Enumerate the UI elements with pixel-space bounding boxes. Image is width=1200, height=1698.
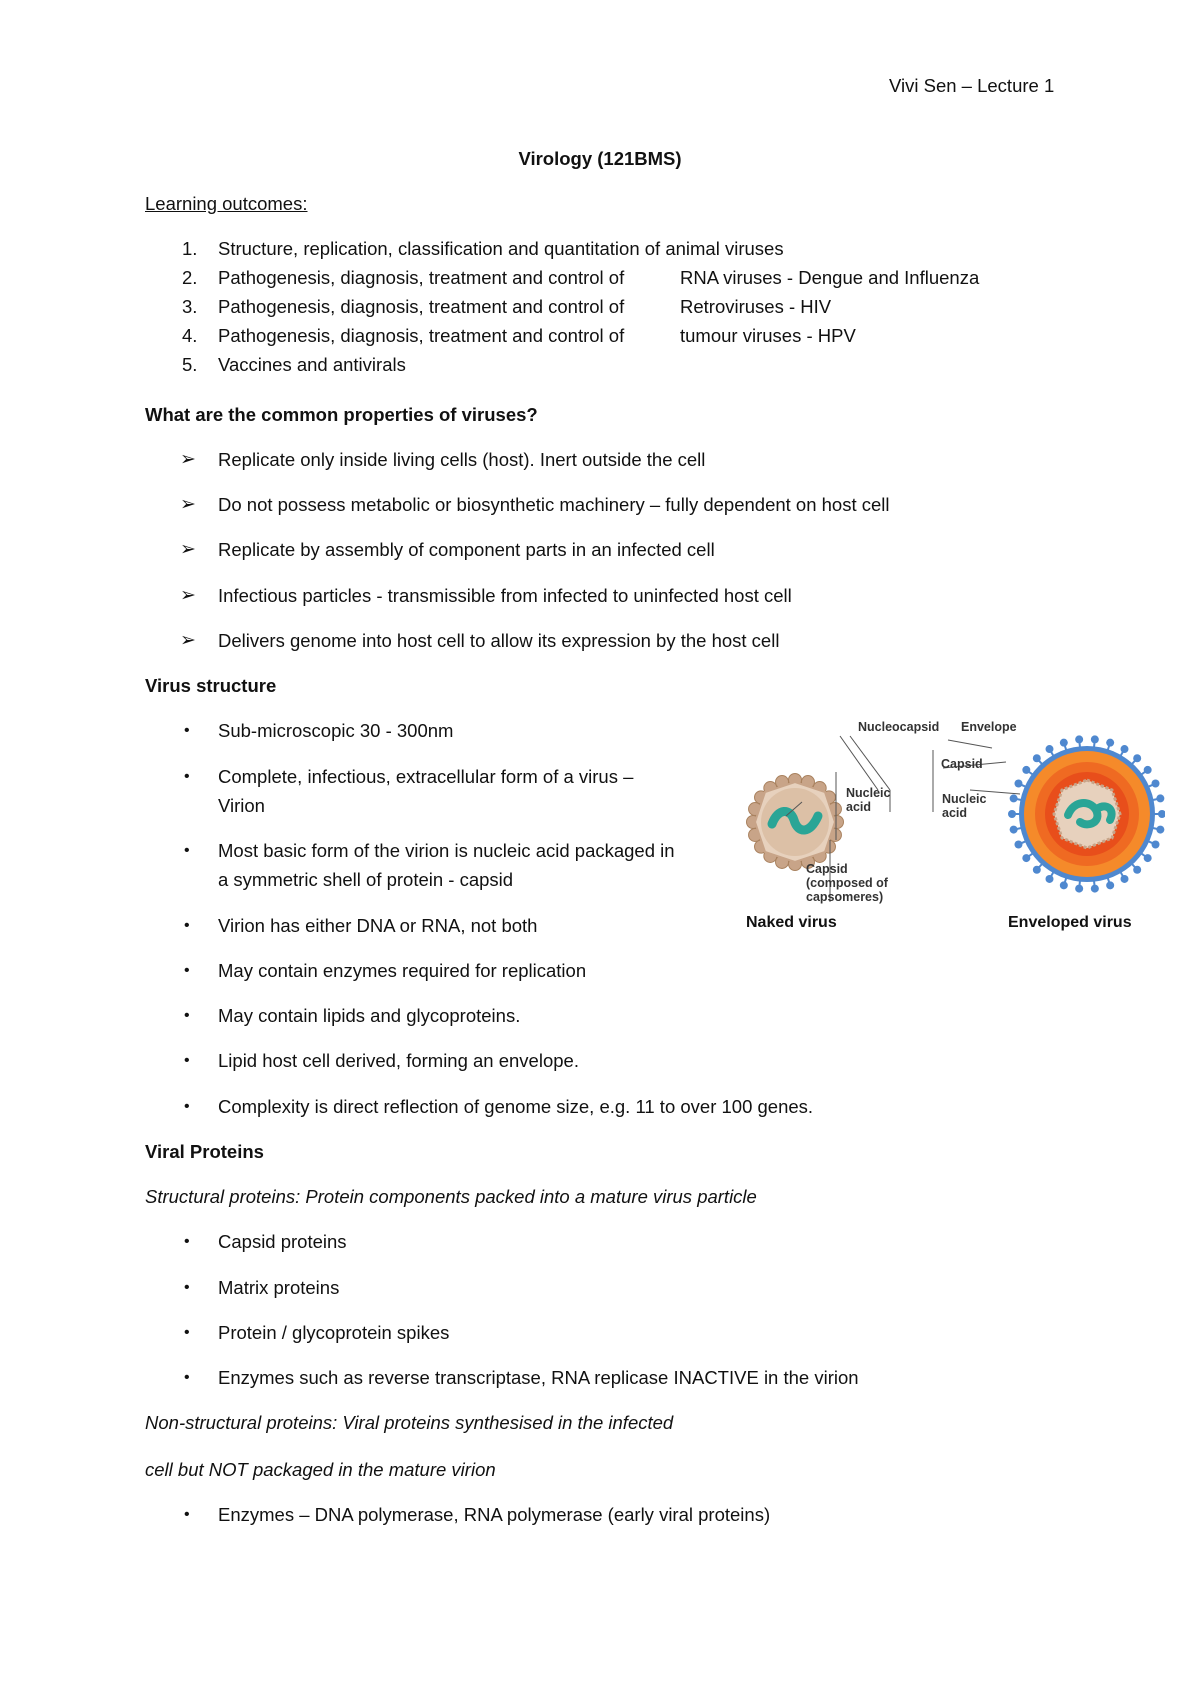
list-number: 3. [182,296,198,317]
bullet-icon: • [184,722,190,739]
list-item [0,1230,1200,1254]
list-number: 4. [182,325,198,346]
list-text: Replicate by assembly of component parts in an infected cell [218,539,715,560]
bullet-icon: • [184,1052,190,1069]
arrow-bullet-icon: ➢ [180,630,196,651]
list-text: May contain enzymes required for replication [218,960,587,981]
list-text: Lipid host cell derived, forming an envelope. [218,1050,579,1071]
envelope-spike-head [1075,735,1083,743]
envelope-spike-head [1121,745,1129,753]
envelope-spike-head [1156,794,1164,802]
list-item [0,584,1200,608]
label-line: acid [942,806,968,820]
envelope-spike-head [1156,826,1164,834]
list-text: Complete, infectious, extracellular form of a virus – [218,766,634,787]
list-item [0,295,1200,319]
bullet-icon: • [184,1506,190,1523]
list-text: Pathogenesis, diagnosis, treatment and control of [218,296,625,317]
list-number: 1. [182,238,198,259]
label-line: acid [846,800,872,814]
envelope-spike-head [1152,779,1160,787]
bullet-icon: • [184,1324,190,1341]
envelope-spike-head [1010,826,1018,834]
list-item [0,765,720,817]
bullet-icon: • [184,1007,190,1024]
list-text: Replicate only inside living cells (host). Inert outside the cell [218,449,706,470]
list-text-extra: tumour viruses - HPV [680,325,856,346]
list-text: Complexity is direct reflection of genome size, e.g. 11 to over 100 genes. [218,1096,814,1117]
viral-proteins-heading: Viral Proteins [145,1141,264,1162]
label-capsid-note [806,862,888,904]
label-line: capsomeres) [806,890,884,904]
running-head: Vivi Sen – Lecture 1 [889,75,1055,96]
bullet-icon: • [184,1098,190,1115]
arrow-bullet-icon: ➢ [180,449,196,470]
properties-heading: What are the common properties of viruses? [145,404,538,425]
enveloped-virus-illustration [1008,735,1165,892]
envelope-spike-head [1144,766,1152,774]
envelope-spike-head [1091,885,1099,893]
arrow-bullet-icon: ➢ [180,585,196,606]
bullet-icon: • [184,1369,190,1386]
caption-enveloped-virus: Enveloped virus [1008,914,1132,931]
envelope-spike-head [1010,794,1018,802]
envelope-spike-head [1060,881,1068,889]
envelope-spike-head [1022,766,1030,774]
nonstructural-proteins-intro-continued: cell but NOT packaged in the mature virion [145,1459,496,1480]
list-text: Enzymes such as reverse transcriptase, RNA replicase INACTIVE in the virion [218,1367,859,1388]
bullet-icon: • [184,1233,190,1250]
envelope-spike-head [1046,745,1054,753]
envelope-spike-head [1106,739,1114,747]
bullet-icon: • [184,962,190,979]
list-text: Protein / glycoprotein spikes [218,1322,450,1343]
label-line: Capsid [806,862,848,876]
list-text: Do not possess metabolic or biosynthetic machinery – fully dependent on host cell [218,494,890,515]
list-text: Matrix proteins [218,1277,340,1298]
list-text: Virion has either DNA or RNA, not both [218,915,538,936]
list-text-extra: RNA viruses - Dengue and Influenza [680,267,980,288]
list-item [0,1366,1200,1390]
list-number: 2. [182,267,198,288]
list-item [0,1004,720,1028]
envelope-spike-head [1121,875,1129,883]
learning-outcomes-heading: Learning outcomes: [145,193,308,214]
list-item [0,493,1200,517]
list-text: Pathogenesis, diagnosis, treatment and control of [218,325,625,346]
naked-virus-illustration [747,774,844,871]
list-item [0,266,1200,290]
list-text-continued: Virion [218,795,265,816]
bullet-icon: • [184,768,190,785]
envelope-spike-head [1014,779,1022,787]
list-item [0,324,1200,348]
label-capsid: Capsid [941,757,983,771]
arrow-bullet-icon: ➢ [180,539,196,560]
list-item [0,1095,1200,1119]
list-text: Infectious particles - transmissible from infected to uninfected host cell [218,585,792,606]
list-item [0,1276,1200,1300]
list-item [0,448,1200,472]
envelope-spike-head [1158,810,1165,818]
list-text: Sub-microscopic 30 - 300nm [218,720,454,741]
structural-proteins-intro: Structural proteins: Protein components packed into a mature virus particle [145,1186,757,1207]
bullet-icon: • [184,842,190,859]
envelope-spike-head [1152,841,1160,849]
list-text: Delivers genome into host cell to allow its expression by the host cell [218,630,780,651]
virus-structure-heading: Virus structure [145,675,277,696]
envelope-spike-head [1014,841,1022,849]
list-text: Enzymes – DNA polymerase, RNA polymerase (early viral proteins) [218,1504,771,1525]
arrow-bullet-icon: ➢ [180,494,196,515]
list-text-continued: a symmetric shell of protein - capsid [218,869,514,890]
envelope-spike-head [1033,866,1041,874]
nonstructural-proteins-intro: Non-structural proteins: Viral proteins synthesised in the infected [145,1412,674,1433]
list-item [0,538,1200,562]
label-line: Nucleic [846,786,891,800]
list-item [0,353,1200,377]
list-text: May contain lipids and glycoproteins. [218,1005,521,1026]
virus-diagram [740,712,1165,952]
envelope-spike-head [1022,854,1030,862]
list-text: Most basic form of the virion is nucleic acid packaged in [218,840,675,861]
list-item [0,914,720,938]
list-item [0,959,720,983]
bullet-icon: • [184,1279,190,1296]
caption-naked-virus: Naked virus [746,914,837,931]
list-item [0,839,720,891]
label-line: Nucleic [942,792,987,806]
envelope-spike-head [1091,735,1099,743]
envelope-spike-head [1133,866,1141,874]
envelope-spike-head [1144,854,1152,862]
list-text: Capsid proteins [218,1231,347,1252]
envelope-spike-head [1046,875,1054,883]
envelope-spike-head [1008,810,1016,818]
list-item [0,237,1200,261]
list-text: Structure, replication, classification and quantitation of animal viruses [218,238,784,259]
label-nucleic-acid-right [942,792,986,820]
list-text: Pathogenesis, diagnosis, treatment and control of [218,267,625,288]
list-text: Vaccines and antivirals [218,354,406,375]
envelope-spike-head [1075,885,1083,893]
label-envelope: Envelope [961,720,1017,734]
list-item [0,719,720,743]
bullet-icon: • [184,917,190,934]
list-number: 5. [182,354,198,375]
document-title: Virology (121BMS) [518,148,682,169]
list-item [0,1049,720,1073]
envelope-spike-head [1133,754,1141,762]
envelope-spike-head [1106,881,1114,889]
list-item [0,1503,1200,1527]
list-item [0,1321,1200,1345]
label-nucleic-acid-left [846,786,890,814]
label-line: (composed of [806,876,888,890]
list-item [0,629,1200,653]
list-text-extra: Retroviruses - HIV [680,296,832,317]
label-nucleocapsid: Nucleocapsid [858,720,940,734]
envelope-spike-head [1060,739,1068,747]
envelope-spike-head [1033,754,1041,762]
